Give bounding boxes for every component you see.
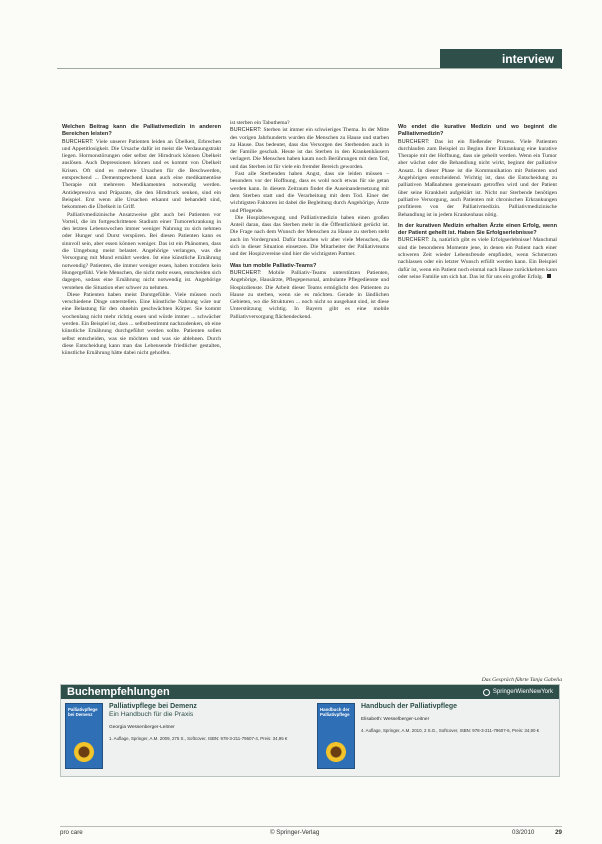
book-cover (65, 703, 103, 769)
book-item (317, 703, 557, 773)
interview-question: Was tun mobile Palliativ-Teams? (230, 262, 317, 269)
footer-divider (60, 826, 562, 827)
body-paragraph: Palliativmedizinische Ansatzweise gibt auch bei Patienten vor Vorteil, die im fortgeschrittenen Stadium einer Tumorerkrankung in den letzten Lebenswochen immer weniger Nahrung zu sich nehmen oder Hunger und Durst verspüren. Bei diesen Patienten kann es sinnvoll sein, aber essen können weniger. Das ist ein Phänomen, dass die Umgebung meist belastet. Angehörige verlangen, was die Versorgung mit Mund ernährt werden. Ist eine künstliche Ernährung notwendig? Patienten, die immer weniger essen, haben trotzdem kein Hungergefühl. Viele Menschen, die nicht mehr essen, entscheiden sich dagegen, sodass eine Ernährung nicht notwendig ist. Angehörige verstehen die Situation eher schwer zu nehmen. (62, 211, 221, 291)
speaker-name: BURCHERT: (230, 269, 262, 276)
section-title: interview (501, 52, 554, 66)
answer-text: Mobile Palliativ-Teams unterstützen Patienten, Angehörige, Hausärzte, Pflegepersonal, ambulante Pflegedienste und Hospizdienste. Die Arbeit dieser Teams ermöglicht den Patienten zu Hause zu sterben, wenn sie es möchten. Gerade in ländlichen Gebieten, wo die Strukturen ... noch nicht so ausgebaut sind, ist diese Unterstützung wichtig. In Bayern gibt es eine mobile Palliativversorgung flächendeckend. (230, 269, 389, 320)
book-cover-title: Palliativpflege bei Demenz (68, 707, 98, 717)
body-paragraph: ist sterben ein Tabuthema? (230, 120, 290, 126)
book-cover (317, 703, 355, 769)
body-paragraph: Diese Patienten haben meist Durstgefühle. Viele müssen noch verschiedene Dinge unterstellen. Eine künstliche Nahrung wäre nur eine Belastung für den ohnehin geschwächten Körper. Sie kommt wochenlang nicht mehr richtig essen und würde immer ... schwächer werden. Ein Beispiel ist, dass ... selbstbestimmt nachzudenken, ob eine künstliche Ernährung durchgeführt werden sollte. Patienten sollen selbst entscheiden, was sie möchten und was sie ablehnen. Durch diese Entscheidung kann man das Lebensende friedlicher gestalten, künstliche Ernährung hätte dabei nicht geholfen. (62, 291, 221, 357)
publisher-logo (483, 689, 553, 696)
book-info (361, 703, 553, 734)
copyright: © Springer-Verlag (270, 829, 320, 836)
author-credit: Das Gespräch führte Tanja Gabelia (481, 677, 562, 683)
section-header (440, 49, 562, 69)
page-number: 29 (555, 829, 562, 836)
body-paragraph: Die Hospizbewegung und Palliativmedizin haben einen großen Anteil daran, dass das Sterben mehr in die Öffentlichkeit gerückt ist. Die Frage nach dem Wunsch der Menschen zu Hause zu sterben steht auch im Vordergrund. Dafür brauchen wir aber viele Menschen, die sich in dieser Situation einsetzen. Die Mitarbeiter der Palliativteams und der Hospizvereine sind hier die wichtigsten Partner. (230, 214, 389, 258)
book-meta: 1. Auflage, Springer, A.M. 2009, 275 S., Softcover, ISBN: 978-3-211-79607-4, Preis: 34,95 € (109, 736, 288, 741)
book-title: Handbuch der Palliativpflege (361, 703, 458, 710)
interview-answer (230, 270, 389, 321)
speaker-name: BURCHERT: (398, 138, 430, 145)
header-divider (57, 68, 561, 69)
book-subtitle: Ein Handbuch für die Praxis (109, 711, 194, 718)
body-paragraph: Fast alle Sterbenden haben Angst, dass sie leiden müssen – besonders vor der Hoffnung, dass es wohl noch etwas für sie getan werden kann. In diesem Zeitraum findet die Auseinandersetzung mit dem Sterben statt und die Verarbeitung mit dem Tod. Einer der wichtigsten Faktoren ist dabei die Begleitung durch Angehörige, Ärzte und Pflegende. (230, 171, 389, 214)
speaker-name: BURCHERT: (230, 127, 262, 134)
interview-answer (62, 139, 221, 212)
answer-text: Sterben ist immer ein schwieriges Thema. In der Mitte des vorigen Jahrhunderts wurden die Menschen zu Hause und starben zu Hause. Das bedeutet, dass das Versorgen des Sterbenden auch in der Familie geschah. Heute ist das Sterben in den Krankenhäusern verlagert. Die Menschen haben kaum noch Berührungen mit dem Tod, und das Sterben ist für viele ein fremder Bereich geworden. (230, 127, 389, 170)
sunflower-image (74, 742, 94, 762)
book-item (65, 703, 305, 773)
speaker-name: BURCHERT: (62, 138, 94, 145)
book-editor: Elisabeth: Wesselberger-Leitner (361, 717, 430, 722)
page-footer (60, 829, 562, 839)
answer-text: Ja, natürlich gibt es viele Erfolgserlebnisse! Manchmal sind die besonderen Momente jene, in denen ein Patient nach einer schweren Zeit wieder Lebensfreude empfindet, wenn Schmerzen nachlassen oder ein letzter Wunsch erfüllt werden kann. Ein Beispiel dafür ist, wenn ein Patient noch einmal nach Hause zurückkehren kann oder seine Familie um sich hat. Das ist für uns ein großer Erfolg. (398, 237, 557, 280)
book-editor: Georgia Wessenberger-Leitner (109, 725, 175, 730)
book-box-header (61, 685, 559, 699)
interview-answer (398, 237, 557, 281)
interview-question: In der kurativen Medizin erhalten Ärzte einen Erfolg, wenn der Patient geheilt ist. Haben Sie Erfolgserlebnisse? (398, 222, 557, 237)
article-column-3 (398, 120, 557, 281)
book-meta: 4. Auflage, Springer, A.M. 2010, 2 S.G., Softcover, ISBN: 978-3-211-79607-6, Preis: 34,90 € (361, 728, 540, 733)
publisher-logo-icon (483, 689, 490, 696)
interview-answer (398, 139, 557, 219)
answer-text: Viele unserer Patienten leiden an Übelkeit, Erbrechen und Appetitlosigkeit. Die Ursache dafür ist meist die Verdauungstrakt liegen. Hormonstörungen oder selbst der Hirndruck können Übelkeit auslösen. Auch Depressionen können und es kommt von Übelkeit Krisen. Oft sind es mehrere Ursachen für die Beschwerden, entsprechend ... Dementsprechend kann auch eine medikamentöse Therapie mit mehreren Medikamenten notwendig werden. Antidepressiva und Präparate, die den Hirndruck senken, sind ein Beispiel. Erst wenn alle Ursachen erkannt und behandelt sind, bekommen die Übelkeit in Griff. (62, 138, 221, 211)
magazine-name: pro care (60, 829, 83, 836)
book-cover-title: Handbuch der Palliativpflege (320, 707, 350, 717)
issue-number: 03/2010 (512, 829, 535, 836)
publisher-name: SpringerWienNewYork (492, 689, 553, 695)
answer-text: Das ist ein fließender Prozess. Viele Patienten durchlaufen zum Beispiel zu Beginn ihrer Erkrankung eine kurative Therapie mit der Hoffnung, dass sie geheilt werden. Wenn ein Tumor aber wächst oder die Behandlung nicht wirkt, beginnt der palliative Ansatz. In dieser Phase ist die Kommunikation mit Patienten und Angehörigen entscheidend. Wichtig ist, dass die Entscheidung zu palliativen Maßnahmen gemeinsam getroffen wird und der Patient über seine Krankheit aufgeklärt ist. Nicht nur Sterbende benötigen palliative Versorgung, auch Patienten mit chronischen Erkrankungen profitieren von der Palliativmedizin. Palliativmedizinische Behandlung ist in jedem Krankenhaus nötig. (398, 138, 557, 218)
article-column-1 (62, 120, 221, 358)
book-box-title: Buchempfehlungen (67, 686, 170, 698)
speaker-name: BURCHERT: (398, 237, 430, 244)
book-info (109, 703, 301, 742)
interview-question: Wo endet die kurative Medizin und wo beginnt die Palliativmedizin? (398, 124, 557, 138)
book-recommendations-box (60, 684, 560, 777)
book-title: Palliativpflege bei Demenz (109, 703, 197, 710)
interview-question: Welchen Beitrag kann die Palliativmedizin in anderen Bereichen leisten? (62, 124, 221, 138)
article-column-2 (230, 120, 389, 321)
interview-answer (230, 127, 389, 171)
sunflower-image (326, 742, 346, 762)
article-end-mark (547, 274, 551, 278)
